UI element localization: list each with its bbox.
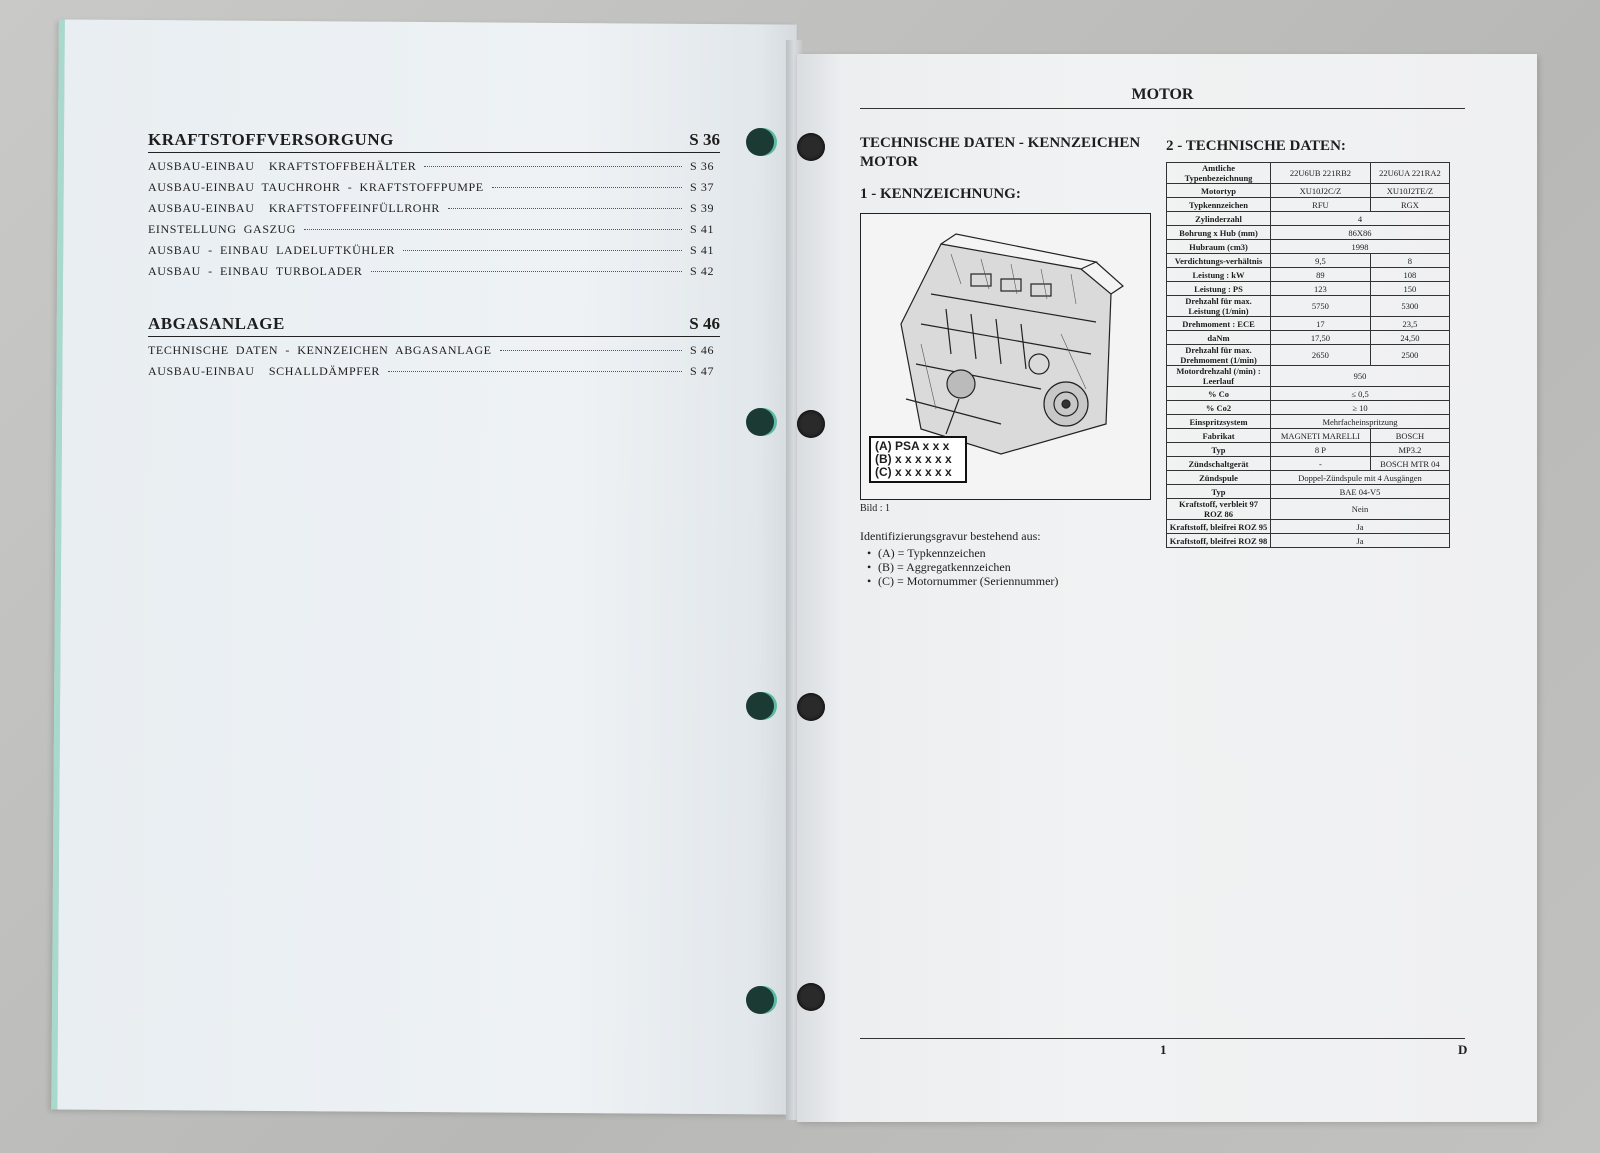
table-cell-label: Drehzahl für max. Drehmoment (1/min) bbox=[1167, 345, 1271, 366]
footer-rule bbox=[860, 1038, 1465, 1039]
table-cell-value: 2650 bbox=[1271, 345, 1371, 366]
table-cell-label: Drehzahl für max. Leistung (1/min) bbox=[1167, 296, 1271, 317]
page-title bbox=[860, 134, 1150, 172]
table-row bbox=[1167, 268, 1450, 282]
toc-section-title: KRAFTSTOFFVERSORGUNG bbox=[148, 130, 394, 149]
table-row bbox=[1167, 534, 1450, 548]
table-cell-value: 150 bbox=[1370, 282, 1449, 296]
id-line-b: (B) x x x x x x bbox=[875, 452, 952, 466]
toc-item[interactable] bbox=[148, 159, 720, 174]
toc-item[interactable] bbox=[148, 243, 720, 258]
table-cell-value: 86X86 bbox=[1271, 226, 1450, 240]
table-cell-value: BAE 04-V5 bbox=[1271, 485, 1450, 499]
toc-item-page: S 36 bbox=[690, 159, 715, 173]
table-cell-value: 4 bbox=[1271, 212, 1450, 226]
table-cell-label: Leistung : PS bbox=[1167, 282, 1271, 296]
table-cell-value: 17,50 bbox=[1271, 331, 1371, 345]
toc-section-kraftstoffversorgung bbox=[148, 130, 720, 279]
toc-section-title: ABGASANLAGE bbox=[148, 314, 285, 333]
list-item: • (A) = Typkennzeichen bbox=[878, 546, 1160, 560]
toc-item-label: EINSTELLUNG GASZUG bbox=[148, 222, 297, 236]
table-cell-value: 1998 bbox=[1271, 240, 1450, 254]
table-row bbox=[1167, 198, 1450, 212]
toc-leader-dots bbox=[424, 166, 682, 167]
toc-item-label: AUSBAU-EINBAU KRAFTSTOFFEINFÜLLROHR bbox=[148, 201, 440, 215]
toc-item[interactable] bbox=[148, 264, 720, 279]
table-row bbox=[1167, 296, 1450, 317]
table-cell-value: BOSCH MTR 04 bbox=[1370, 457, 1449, 471]
table-cell-label: Verdichtungs-verhältnis bbox=[1167, 254, 1271, 268]
subsection-heading-kennzeichnung: 1 - KENNZEICHNUNG: bbox=[860, 186, 1021, 202]
toc-item-label: TECHNISCHE DATEN - KENNZEICHEN ABGASANLAGE bbox=[148, 343, 492, 357]
table-row bbox=[1167, 282, 1450, 296]
table-cell-value: 8 P bbox=[1271, 443, 1371, 457]
toc-item-label: AUSBAU-EINBAU KRAFTSTOFFBEHÄLTER bbox=[148, 159, 417, 173]
page-number: 1 bbox=[1160, 1042, 1167, 1057]
table-cell-label: Kraftstoff, verbleit 97 ROZ 86 bbox=[1167, 499, 1271, 520]
punch-hole bbox=[797, 410, 825, 438]
table-row bbox=[1167, 499, 1450, 520]
toc-item[interactable] bbox=[148, 201, 720, 216]
table-cell-value: MP3.2 bbox=[1370, 443, 1449, 457]
table-cell-label: Kraftstoff, bleifrei ROZ 95 bbox=[1167, 520, 1271, 534]
table-cell-label: Motortyp bbox=[1167, 184, 1271, 198]
table-cell-value: 5750 bbox=[1271, 296, 1371, 317]
table-cell-value: Ja bbox=[1271, 520, 1450, 534]
punch-hole bbox=[746, 986, 774, 1014]
table-cell-label: Zündspule bbox=[1167, 471, 1271, 485]
table-row bbox=[1167, 163, 1450, 184]
table-row bbox=[1167, 345, 1450, 366]
table-cell-value: ≤ 0,5 bbox=[1271, 387, 1450, 401]
toc-item-label: AUSBAU - EINBAU LADELUFTKÜHLER bbox=[148, 243, 396, 257]
punch-hole bbox=[746, 408, 774, 436]
toc-leader-dots bbox=[388, 371, 682, 372]
table-row bbox=[1167, 401, 1450, 415]
toc-leader-dots bbox=[403, 250, 682, 251]
punch-hole bbox=[746, 128, 774, 156]
table-row bbox=[1167, 485, 1450, 499]
id-line-a: (A) PSA x x x bbox=[875, 439, 950, 453]
toc-leader-dots bbox=[448, 208, 682, 209]
table-cell-value: Nein bbox=[1271, 499, 1450, 520]
table-row bbox=[1167, 226, 1450, 240]
table-cell-label: Fabrikat bbox=[1167, 429, 1271, 443]
table-cell-value: ≥ 10 bbox=[1271, 401, 1450, 415]
table-row bbox=[1167, 429, 1450, 443]
page-title-line: MOTOR bbox=[860, 154, 919, 170]
table-cell-label: daNm bbox=[1167, 331, 1271, 345]
table-cell-label: Typ bbox=[1167, 443, 1271, 457]
table-cell-value: Doppel-Zündspule mit 4 Ausgängen bbox=[1271, 471, 1450, 485]
identification-description bbox=[860, 529, 1160, 588]
table-cell-label: Motordrehzahl (/min) : Leerlauf bbox=[1167, 366, 1271, 387]
table-row bbox=[1167, 184, 1450, 198]
table-cell-value: 22U6UA 221RA2 bbox=[1370, 163, 1449, 184]
list-item: • (B) = Aggregatkennzeichen bbox=[878, 560, 1160, 574]
table-cell-label: Amtliche Typenbezeichnung bbox=[1167, 163, 1271, 184]
table-row bbox=[1167, 331, 1450, 345]
toc-item[interactable] bbox=[148, 222, 720, 237]
table-cell-value: XU10J2TE/Z bbox=[1370, 184, 1449, 198]
toc-item-page: S 37 bbox=[690, 180, 715, 194]
table-cell-label: Zylinderzahl bbox=[1167, 212, 1271, 226]
table-cell-value: RGX bbox=[1370, 198, 1449, 212]
table-row bbox=[1167, 443, 1450, 457]
table-cell-label: Drehmoment : ECE bbox=[1167, 317, 1271, 331]
table-row bbox=[1167, 212, 1450, 226]
toc-item-label: AUSBAU-EINBAU TAUCHROHR - KRAFTSTOFFPUMPE bbox=[148, 180, 484, 194]
toc-item-page: S 39 bbox=[690, 201, 715, 215]
page-title-line: TECHNISCHE DATEN - KENNZEICHEN bbox=[860, 135, 1141, 151]
toc-section-abgasanlage bbox=[148, 314, 720, 379]
table-cell-label: % Co bbox=[1167, 387, 1271, 401]
engine-figure bbox=[860, 213, 1151, 500]
table-cell-label: % Co2 bbox=[1167, 401, 1271, 415]
table-row bbox=[1167, 471, 1450, 485]
subsection-heading-technische-daten: 2 - TECHNISCHE DATEN: bbox=[1166, 138, 1346, 154]
table-cell-value: 23,5 bbox=[1370, 317, 1449, 331]
page-header: MOTOR bbox=[860, 86, 1465, 109]
toc-section-header bbox=[148, 314, 720, 337]
table-cell-value: 24,50 bbox=[1370, 331, 1449, 345]
table-row bbox=[1167, 387, 1450, 401]
punch-hole bbox=[797, 693, 825, 721]
table-cell-value: 9,5 bbox=[1271, 254, 1371, 268]
table-cell-label: Typkennzeichen bbox=[1167, 198, 1271, 212]
punch-hole bbox=[797, 983, 825, 1011]
table-cell-value: 108 bbox=[1370, 268, 1449, 282]
table-cell-value: BOSCH bbox=[1370, 429, 1449, 443]
toc-leader-dots bbox=[304, 229, 682, 230]
table-row bbox=[1167, 254, 1450, 268]
toc-item-page: S 46 bbox=[690, 343, 715, 357]
toc-section-page: S 36 bbox=[689, 130, 720, 149]
punch-hole bbox=[797, 133, 825, 161]
table-row bbox=[1167, 415, 1450, 429]
table-cell-label: Bohrung x Hub (mm) bbox=[1167, 226, 1271, 240]
toc-item-label: AUSBAU - EINBAU TURBOLADER bbox=[148, 264, 363, 278]
table-cell-value: - bbox=[1271, 457, 1371, 471]
table-row bbox=[1167, 520, 1450, 534]
table-cell-label: Einspritzsystem bbox=[1167, 415, 1271, 429]
table-cell-label: Hubraum (cm3) bbox=[1167, 240, 1271, 254]
identification-label bbox=[869, 436, 967, 483]
toc-item-page: S 47 bbox=[690, 364, 715, 378]
toc-leader-dots bbox=[500, 350, 682, 351]
toc-leader-dots bbox=[371, 271, 682, 272]
punch-hole bbox=[746, 692, 774, 720]
table-cell-value: XU10J2C/Z bbox=[1271, 184, 1371, 198]
table-cell-value: 8 bbox=[1370, 254, 1449, 268]
table-cell-label: Typ bbox=[1167, 485, 1271, 499]
table-cell-value: Ja bbox=[1271, 534, 1450, 548]
toc-section-header bbox=[148, 130, 720, 153]
table-cell-value: Mehrfacheinspritzung bbox=[1271, 415, 1450, 429]
table-cell-value: 123 bbox=[1271, 282, 1371, 296]
technical-data-table bbox=[1166, 162, 1450, 548]
toc-item-label: AUSBAU-EINBAU SCHALLDÄMPFER bbox=[148, 364, 381, 378]
table-row bbox=[1167, 457, 1450, 471]
table-cell-label: Leistung : kW bbox=[1167, 268, 1271, 282]
table-cell-value: 17 bbox=[1271, 317, 1371, 331]
table-cell-value: RFU bbox=[1271, 198, 1371, 212]
page-language-code: D bbox=[1458, 1042, 1468, 1057]
toc-item[interactable] bbox=[148, 180, 720, 195]
figure-caption: Bild : 1 bbox=[860, 503, 891, 514]
table-cell-label: Kraftstoff, bleifrei ROZ 98 bbox=[1167, 534, 1271, 548]
identification-list bbox=[860, 546, 1160, 588]
identification-intro: Identifizierungsgravur bestehend aus: bbox=[860, 529, 1041, 543]
toc-item-page: S 41 bbox=[690, 243, 715, 257]
toc-section-page: S 46 bbox=[689, 314, 720, 333]
toc-item-page: S 41 bbox=[690, 222, 715, 236]
table-cell-value: 89 bbox=[1271, 268, 1371, 282]
toc-item-page: S 42 bbox=[690, 264, 715, 278]
toc-item[interactable] bbox=[148, 343, 720, 358]
table-row bbox=[1167, 240, 1450, 254]
table-cell-value: 2500 bbox=[1370, 345, 1449, 366]
table-cell-value: MAGNETI MARELLI bbox=[1271, 429, 1371, 443]
table-row bbox=[1167, 366, 1450, 387]
table-cell-label: Zündschaltgerät bbox=[1167, 457, 1271, 471]
toc-item[interactable] bbox=[148, 364, 720, 379]
toc-leader-dots bbox=[492, 187, 682, 188]
table-cell-value: 950 bbox=[1271, 366, 1450, 387]
table-cell-value: 5300 bbox=[1370, 296, 1449, 317]
id-line-c: (C) x x x x x x bbox=[875, 465, 952, 479]
table-cell-value: 22U6UB 221RB2 bbox=[1271, 163, 1371, 184]
table-row bbox=[1167, 317, 1450, 331]
list-item: • (C) = Motornummer (Seriennummer) bbox=[878, 574, 1160, 588]
